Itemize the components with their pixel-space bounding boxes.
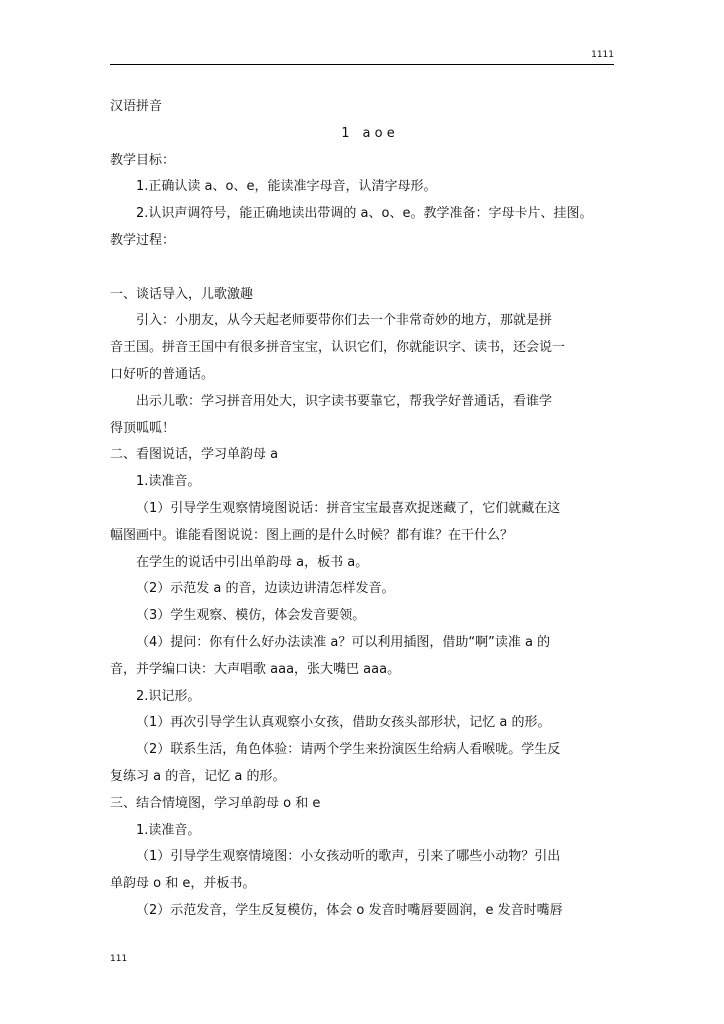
paragraph-line: 得顶呱呱！: [110, 420, 176, 436]
paragraph-line: （2）示范发 a 的音，边读边讲清怎样发音。: [136, 581, 395, 597]
paragraph-line: （1）再次引导学生认真观察小女孩，借助女孩头部形状，记忆 a 的形。: [136, 715, 551, 731]
heading-goals: 教学目标：: [110, 152, 176, 168]
footer-page-number: 111: [110, 954, 128, 964]
paragraph-line: 复练习 a 的音，记忆 a 的形。: [110, 768, 286, 784]
paragraph-line: （1）引导学生观察情境图：小女孩动听的歌声，引来了哪些小动物？引出: [136, 849, 561, 865]
sub-heading: 1.读准音。: [136, 474, 201, 490]
document-body: [110, 94, 616, 925]
paragraph-line: 出示儿歌：学习拼音用处大，识字读书要靠它，帮我学好普通话，看谁学: [136, 393, 553, 409]
paragraph-line: 音，并学编口诀：大声唱歌 aaa，张大嘴巴 aaa。: [110, 661, 401, 677]
section-heading: 一、谈话导入，儿歌激趣: [110, 286, 254, 302]
goal-item: 1.正确认读 a、o、e，能读准字母音，认清字母形。: [136, 179, 437, 195]
header-divider: [110, 64, 614, 65]
lesson-title: 1 a o e: [341, 125, 395, 141]
paragraph-line: （1）引导学生观察情境图说话：拼音宝宝最喜欢捉迷藏了，它们就藏在这: [136, 500, 561, 516]
sub-heading: 2.识记形。: [136, 688, 201, 704]
paragraph-line: （2）联系生活，角色体验：请两个学生来扮演医生给病人看喉咙。学生反: [136, 742, 561, 758]
section-title: 汉语拼音: [110, 99, 163, 114]
section-heading: 二、看图说话，学习单韵母 a: [110, 447, 279, 463]
paragraph-line: 引入：小朋友，从今天起老师要带你们去一个非常奇妙的地方，那就是拼: [136, 313, 553, 329]
paragraph-line: 幅图画中。谁能看图说说：图上画的是什么时候？都有谁？在干什么？: [110, 527, 514, 543]
goal-item: 2.认识声调符号，能正确地读出带调的 a、o、e。教学准备：字母卡片、挂图。: [136, 206, 593, 222]
paragraph-line: 音王国。拼音王国中有很多拼音宝宝，认识它们，你就能识字、读书，还会说一: [110, 340, 566, 356]
paragraph-line: 在学生的说话中引出单韵母 a，板书 a。: [136, 554, 369, 570]
sub-heading: 1.读准音。: [136, 822, 201, 838]
spacer: [110, 255, 616, 282]
paragraph-line: （3）学生观察、模仿，体会发音要领。: [136, 608, 366, 624]
header-page-number: 1111: [591, 50, 614, 60]
paragraph-line: （4）提问：你有什么好办法读准 a？可以利用插图，借助“啊”读准 a 的: [136, 634, 551, 650]
section-heading: 三、结合情境图，学习单韵母 o 和 e: [110, 795, 321, 811]
paragraph-line: 单韵母 o 和 e，并板书。: [110, 876, 256, 892]
paragraph-line: 口好听的普通话。: [110, 366, 215, 382]
paragraph-line: （2）示范发音，学生反复模仿，体会 o 发音时嘴唇要圆润，e 发音时嘴唇: [136, 902, 563, 918]
heading-process: 教学过程：: [110, 232, 176, 248]
